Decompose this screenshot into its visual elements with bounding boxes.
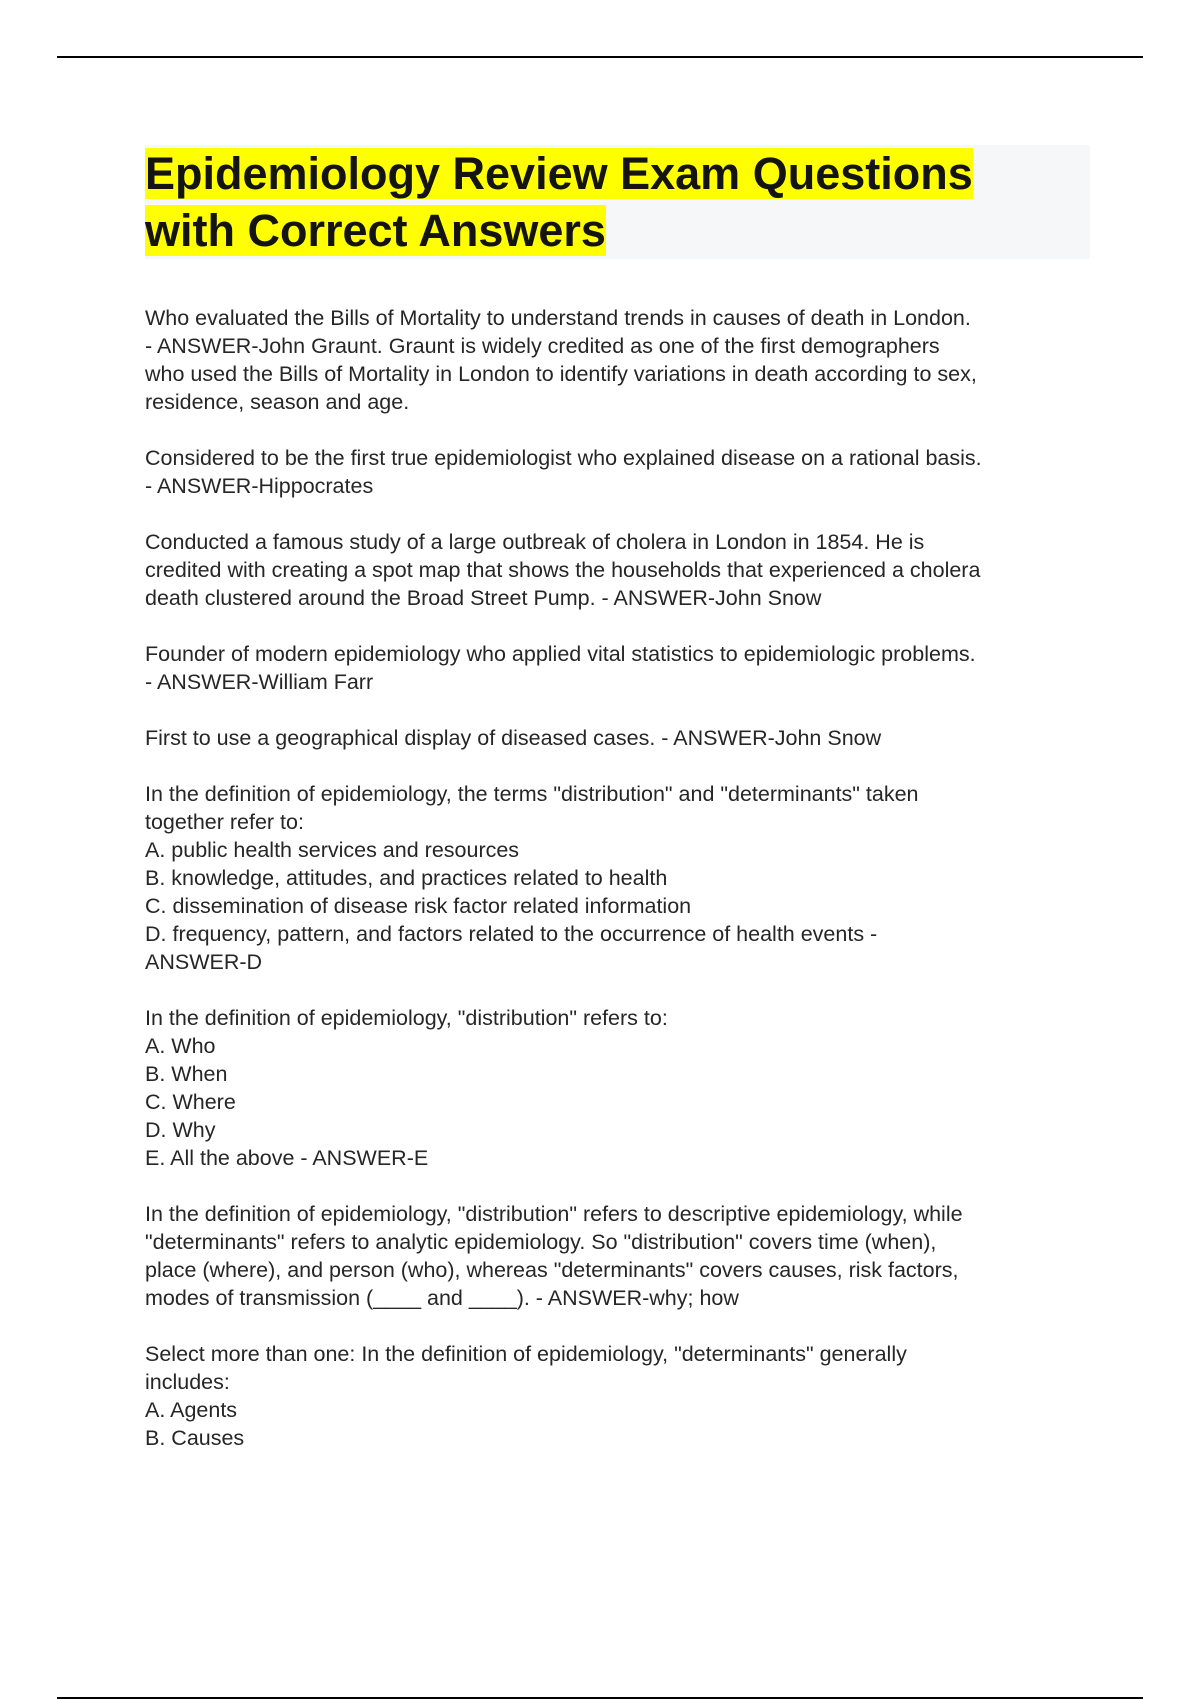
question-line: Considered to be the first true epidemiologist who explained disease on a rational basis. <box>145 446 982 470</box>
question-line: E. All the above - ANSWER-E <box>145 1146 429 1170</box>
question-item <box>145 444 1090 500</box>
title-block <box>145 145 1090 259</box>
question-line: In the definition of epidemiology, the terms "distribution" and "determinants" taken <box>145 782 919 806</box>
question-item <box>145 724 1090 752</box>
title-line-2: with Correct Answers <box>145 205 606 256</box>
question-text <box>145 528 1090 612</box>
question-item <box>145 304 1090 416</box>
question-line: - ANSWER-Hippocrates <box>145 474 374 498</box>
question-text <box>145 724 1090 752</box>
question-text <box>145 444 1090 500</box>
question-line: C. dissemination of disease risk factor related information <box>145 894 692 918</box>
top-rule <box>57 56 1143 58</box>
question-line: B. When <box>145 1062 228 1086</box>
question-text <box>145 304 1090 416</box>
bottom-rule <box>57 1697 1143 1699</box>
question-line: Founder of modern epidemiology who applied vital statistics to epidemiologic problems. <box>145 642 976 666</box>
question-text <box>145 640 1090 696</box>
question-line: D. Why <box>145 1118 216 1142</box>
question-item <box>145 640 1090 696</box>
question-line: ANSWER-D <box>145 950 263 974</box>
question-line: In the definition of epidemiology, "distribution" refers to: <box>145 1006 668 1030</box>
question-line: includes: <box>145 1370 230 1394</box>
question-line: modes of transmission (____ and ____). - ANSWER-why; how <box>145 1286 739 1310</box>
question-line: death clustered around the Broad Street Pump. - ANSWER-John Snow <box>145 586 822 610</box>
question-item <box>145 1004 1090 1172</box>
question-line: who used the Bills of Mortality in London to identify variations in death according to sex, <box>145 362 977 386</box>
question-text <box>145 1340 1090 1452</box>
page-title <box>145 145 1090 259</box>
question-line: credited with creating a spot map that shows the households that experienced a cholera <box>145 558 981 582</box>
question-item <box>145 1200 1090 1312</box>
question-line: together refer to: <box>145 810 304 834</box>
question-line: Select more than one: In the definition of epidemiology, "determinants" generally <box>145 1342 907 1366</box>
question-line: In the definition of epidemiology, "distribution" refers to descriptive epidemiology, while <box>145 1202 963 1226</box>
question-line: A. Who <box>145 1034 216 1058</box>
question-line: - ANSWER-William Farr <box>145 670 374 694</box>
document-body <box>145 145 1090 1480</box>
question-line: A. Agents <box>145 1398 238 1422</box>
question-line: B. knowledge, attitudes, and practices related to health <box>145 866 668 890</box>
question-line: B. Causes <box>145 1426 245 1450</box>
question-line: - ANSWER-John Graunt. Graunt is widely credited as one of the first demographers <box>145 334 940 358</box>
question-line: A. public health services and resources <box>145 838 520 862</box>
question-line: D. frequency, pattern, and factors related to the occurrence of health events - <box>145 922 878 946</box>
question-item <box>145 528 1090 612</box>
question-item <box>145 780 1090 976</box>
question-text <box>145 1200 1090 1312</box>
question-line: Who evaluated the Bills of Mortality to understand trends in causes of death in London. <box>145 306 971 330</box>
question-line: Conducted a famous study of a large outbreak of cholera in London in 1854. He is <box>145 530 925 554</box>
question-text <box>145 1004 1090 1172</box>
question-line: place (where), and person (who), whereas "determinants" covers causes, risk factors, <box>145 1258 959 1282</box>
question-line: "determinants" refers to analytic epidemiology. So "distribution" covers time (when), <box>145 1230 937 1254</box>
question-item <box>145 1340 1090 1452</box>
title-line-1: Epidemiology Review Exam Questions <box>145 148 973 199</box>
question-line: First to use a geographical display of diseased cases. - ANSWER-John Snow <box>145 726 882 750</box>
question-list <box>145 304 1090 1452</box>
question-line: C. Where <box>145 1090 236 1114</box>
question-line: residence, season and age. <box>145 390 410 414</box>
question-text <box>145 780 1090 976</box>
